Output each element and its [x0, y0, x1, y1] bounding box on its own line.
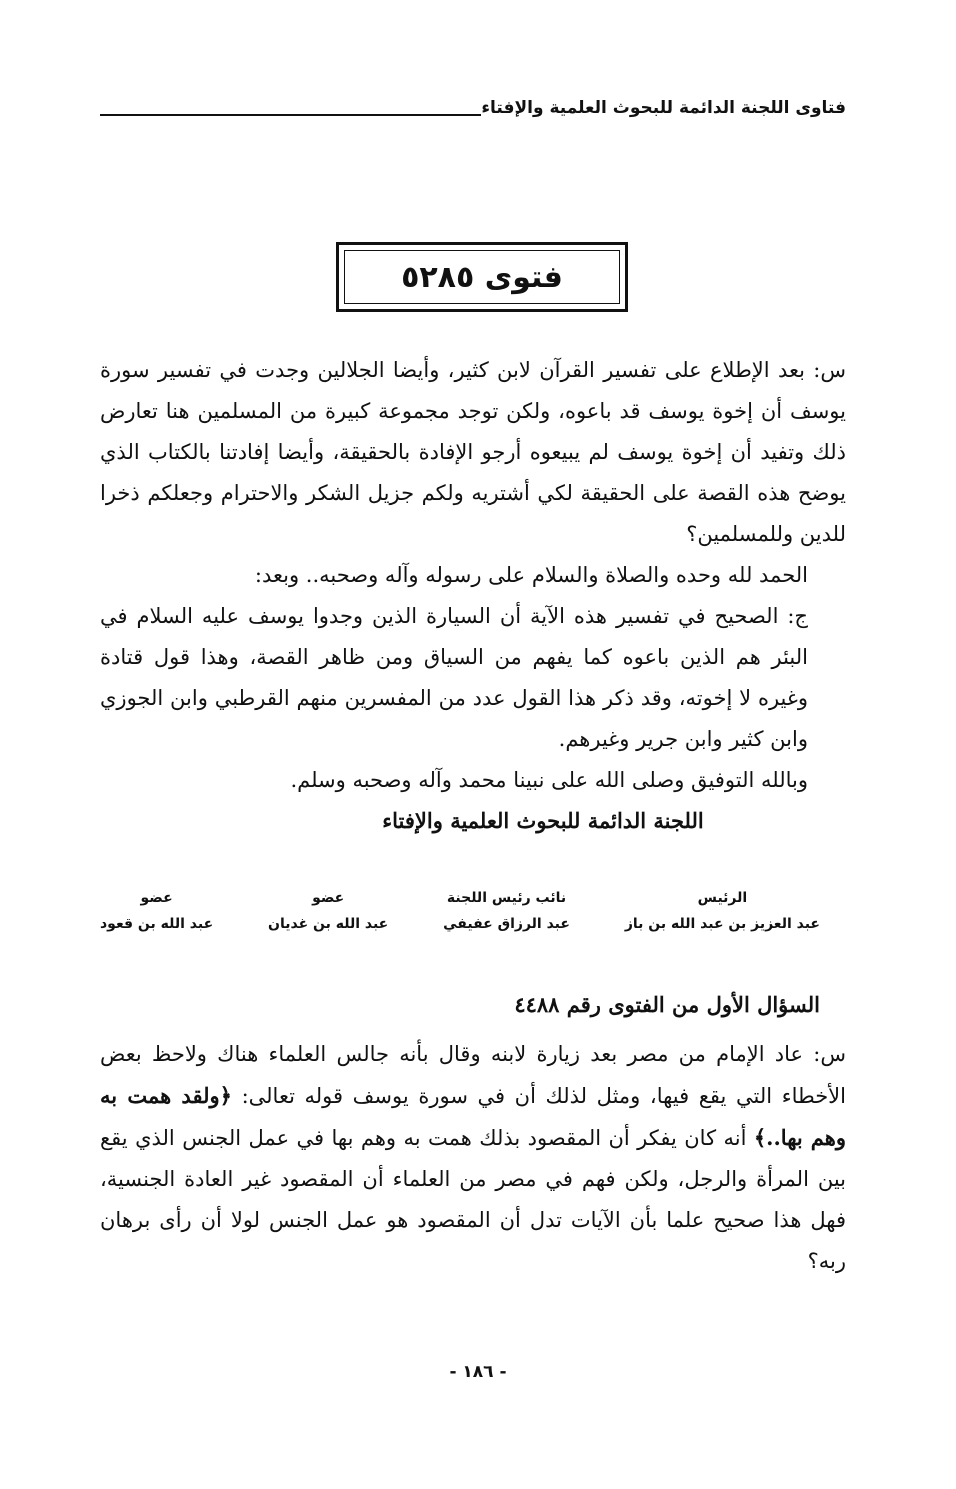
signature-block-chairman [625, 890, 820, 932]
answer-paragraph: ج: الصحيح في تفسير هذه الآية أن السيارة الذين وجدوا يوسف عليه السلام في البئر هم الذين باعوه كما يفهم من السياق ومن ظاهر القصة، وهذا قول قتادة وغيره لا إخوته، وقد ذكر هذا القول عدد من المفسرين منهم القرطبي وابن الجوزي وابن كثير وابن جرير وغيرهم. [100, 604, 808, 751]
question-paragraph: س: بعد الإطلاع على تفسير القرآن لابن كثير، وأيضا الجلالين وجدت في تفسير سورة يوسف أن إخوة يوسف قد باعوه، ولكن توجد مجموعة كبيرة من المسلمين هنا تعارض ذلك وتفيد أن إخوة يوسف لم يبيعوه أرجو الإفادة بالحقيقة، وأيضا إفادتنا بالكتاب الذي يوضح هذه القصة على الحقيقة لكي أشتريه ولكم جزيل الشكر والاحترام وجعلكم ذخرا للدين وللمسلمين؟ [100, 358, 846, 546]
header-title: فتاوى اللجنة الدائمة للبحوث العلمية والإفتاء [481, 98, 846, 118]
fatwa-title-frame [344, 250, 620, 304]
signatures-row [100, 890, 820, 932]
page-number: - ١٨٦ - [449, 1362, 507, 1382]
question-text-part2: أنه كان يفكر أن المقصود بذلك همت به وهم بها في عمل الجنس الذي يقع بين المرأة والرجل، ولكن فهم في مصر من العلماء أن المقصود غير العادة الجنسية، فهل هذا صحيح علما بأن الآيات تدل أن المقصود هو عمل الجنس لولا أن رأى برهان ربه؟ [100, 1126, 846, 1273]
running-header [100, 86, 846, 120]
signature-role: نائب رئيس اللجنة [446, 890, 567, 906]
signature-name: عبد الرزاق عفيفي [443, 916, 570, 932]
signature-name: عبد الله بن غديان [268, 916, 389, 932]
signature-block-member [268, 890, 388, 932]
second-question-paragraph [100, 1034, 846, 1282]
praise-paragraph: الحمد لله وحده والصلاة والسلام على رسوله وآله وصحبه.. وبعد: [254, 563, 808, 587]
signature-name: عبد الله بن قعود [100, 916, 214, 932]
quran-quote: ﴿ولقد همت به وهم بها..﴾ [100, 1083, 846, 1150]
committee-name: اللجنة الدائمة للبحوث العلمية والإفتاء [382, 808, 704, 833]
second-question [100, 1034, 846, 1282]
signature-role: عضو [312, 890, 345, 906]
closing-paragraph: وبالله التوفيق وصلى الله على نبينا محمد وآله وصحبه وسلم. [290, 768, 808, 792]
signature-block-member [100, 890, 213, 932]
section-heading: السؤال الأول من الفتوى رقم ٤٤٨٨ [514, 992, 820, 1017]
fatwa-title-box [336, 242, 628, 312]
fatwa-title: فتوى ٥٢٨٥ [401, 259, 563, 295]
signature-name: عبد العزيز بن عبد الله بن باز [624, 916, 820, 932]
signature-role: عضو [140, 890, 173, 906]
signature-block-deputy [443, 890, 570, 932]
signature-role: الرئيس [697, 890, 748, 906]
fatwa-body [100, 350, 846, 801]
question-text-part1: س: عاد الإمام من مصر بعد زيارة لابنه وقال بأنه جالس العلماء هناك ولاحظ بعض الأخطاء التي يقع فيها، ومثل لذلك أن في سورة يوسف قوله تعالى: [100, 1042, 846, 1108]
header-rule [100, 114, 481, 116]
